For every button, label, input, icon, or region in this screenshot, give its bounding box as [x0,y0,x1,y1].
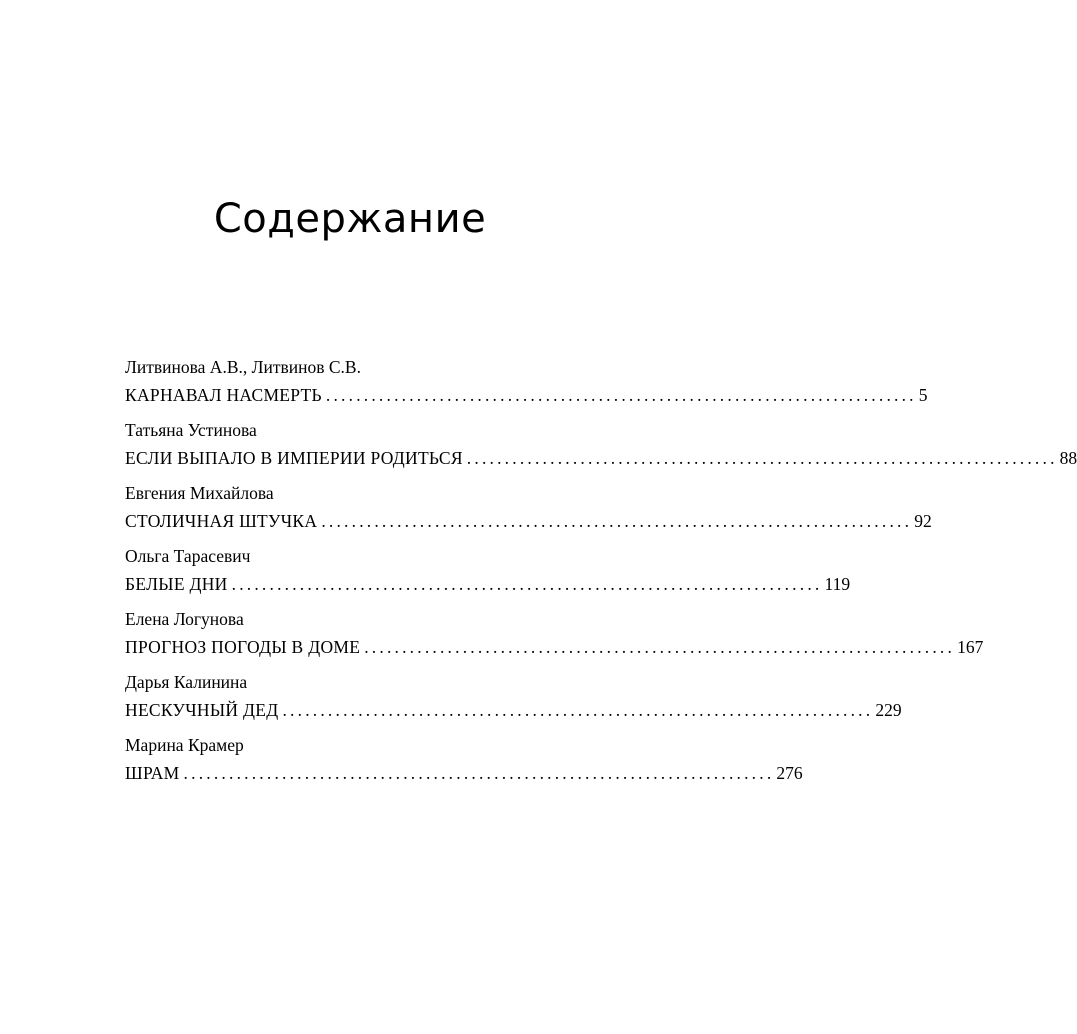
toc-entry-title: НЕСКУЧНЫЙ ДЕД [125,700,279,720]
toc-entry-title-line [125,447,1077,469]
toc-entry [125,419,1077,482]
toc-entry-page-number: 119 [824,574,851,594]
dot-leader: .............................................................................. [321,511,913,531]
toc-entry-page-number: 88 [1059,448,1077,468]
toc-entry [125,608,984,671]
toc-entry-author: Елена Логунова [125,609,244,629]
dot-leader: .............................................................................. [231,574,823,594]
toc-entry-author: Литвинова А.В., Литвинов С.В. [125,357,361,377]
toc-entry-page-number: 229 [875,700,902,720]
toc-entry-title: КАРНАВАЛ НАСМЕРТЬ [125,385,322,405]
toc-entry [125,545,851,608]
toc-entry-title-line [125,762,803,784]
toc-entry-title-line [125,510,932,532]
toc-entry-page-number: 276 [776,763,803,783]
toc-list [125,356,1077,797]
toc-entry-page-number: 167 [957,637,984,657]
toc-entry-page-number: 5 [918,385,928,405]
dot-leader: .............................................................................. [282,700,874,720]
toc-entry [125,356,928,419]
toc-entry-author: Ольга Тарасевич [125,546,251,566]
toc-entry-title-line [125,699,902,721]
dot-leader: .............................................................................. [364,637,956,657]
toc-entry-title: БЕЛЫЕ ДНИ [125,574,228,594]
dot-leader: .............................................................................. [325,385,917,405]
toc-entry-author: Марина Крамер [125,735,244,755]
toc-entry-title: СТОЛИЧНАЯ ШТУЧКА [125,511,318,531]
toc-entry-title-line [125,573,851,595]
dot-leader: .............................................................................. [183,763,775,783]
toc-entry-title: ЕСЛИ ВЫПАЛО В ИМПЕРИИ РОДИТЬСЯ [125,448,463,468]
toc-entry-page-number: 92 [914,511,932,531]
toc-entry [125,734,803,797]
dot-leader: .............................................................................. [466,448,1058,468]
toc-entry-title: ШРАМ [125,763,180,783]
toc-entry-title-line [125,384,928,406]
toc-entry [125,482,932,545]
toc-entry-title-line [125,636,984,658]
toc-entry [125,671,902,734]
toc-entry-author: Татьяна Устинова [125,420,257,440]
toc-entry-author: Евгения Михайлова [125,483,274,503]
toc-heading: Содержание [213,196,487,242]
toc-entry-author: Дарья Калинина [125,672,248,692]
toc-entry-title: ПРОГНОЗ ПОГОДЫ В ДОМЕ [125,637,361,657]
